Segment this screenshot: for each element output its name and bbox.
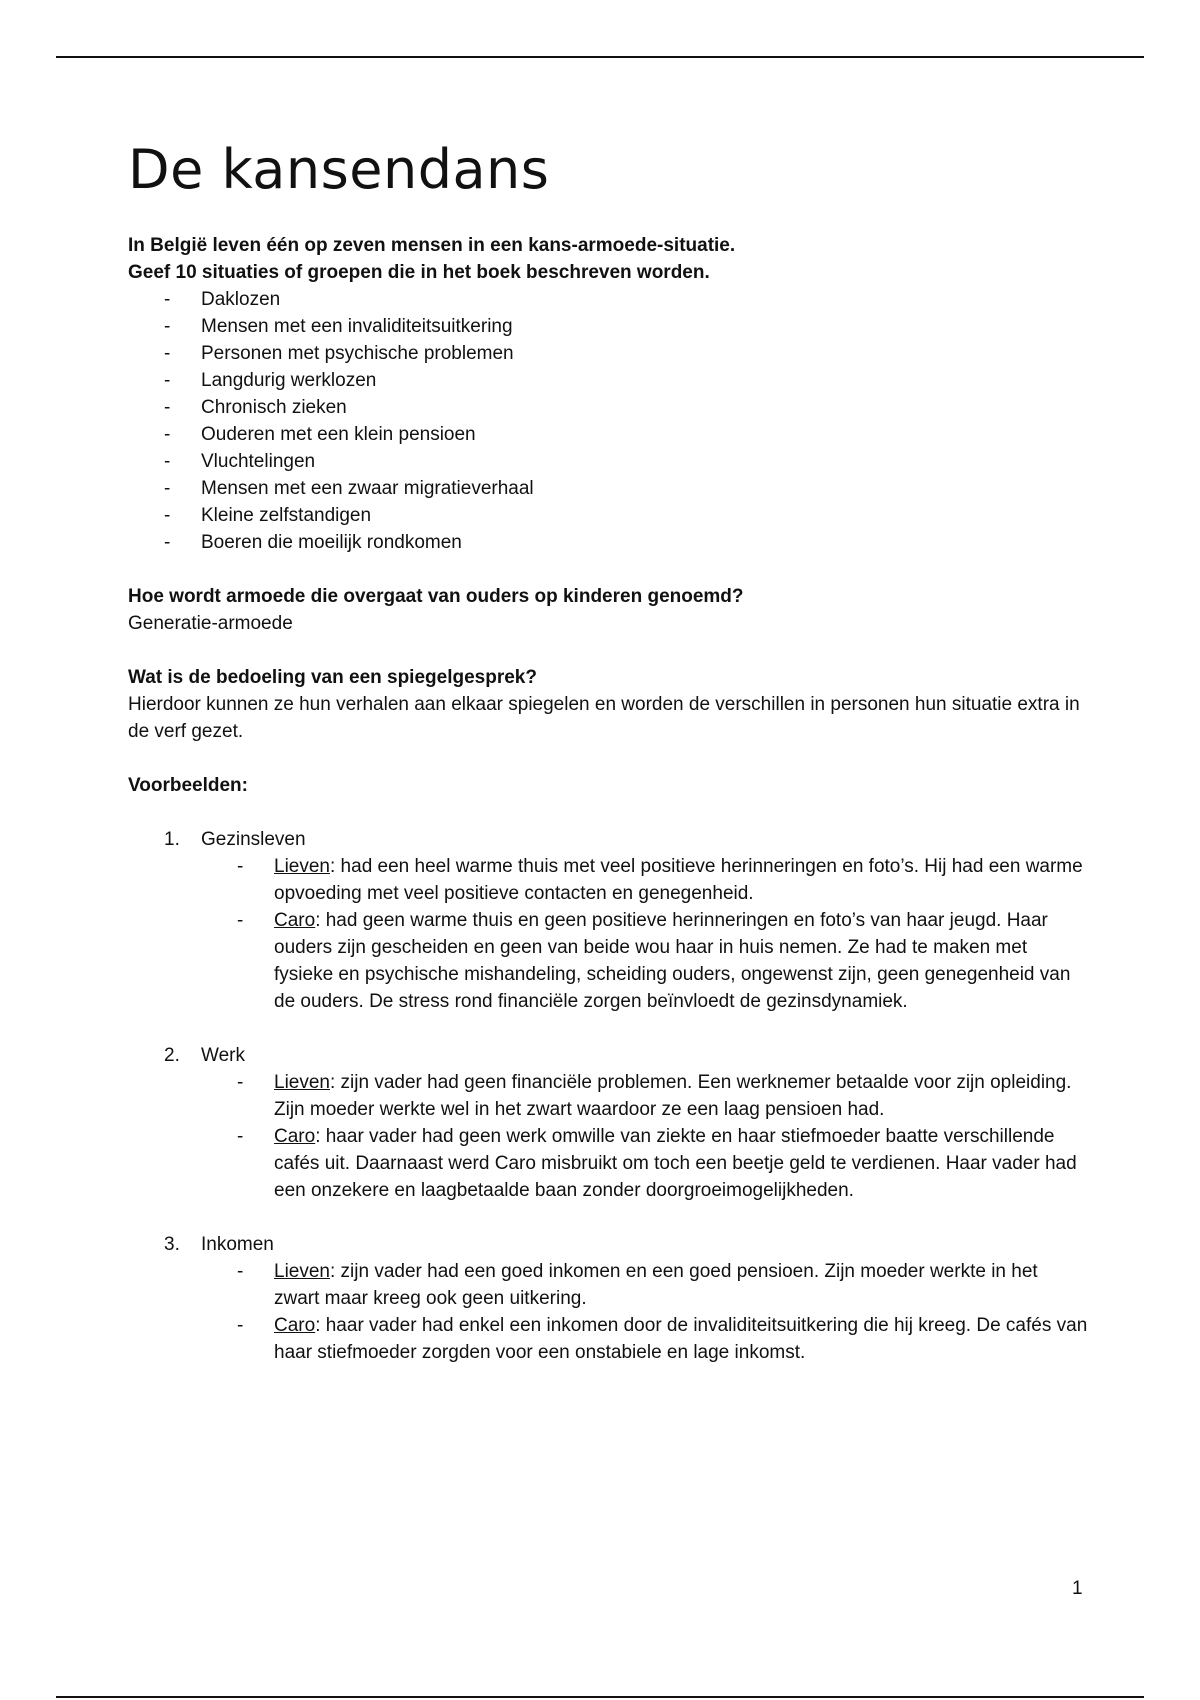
question-generation-poverty: Hoe wordt armoede die overgaat van ouders op kinderen genoemd? (128, 586, 744, 607)
list-item: - Boeren die moeilijk rondkomen (128, 529, 1088, 556)
list-item (201, 1069, 1088, 1123)
intro-statement: In België leven één op zeven mensen in een kans-armoede-situatie. (128, 235, 736, 256)
document-title: De kansendans (128, 138, 550, 201)
list-item (201, 1123, 1088, 1204)
list-item: - Personen met psychische problemen (128, 340, 1088, 367)
item-text: : zijn vader had een goed inkomen en een goed pensioen. Zijn moeder werkte in het zwart maar kreeg ook geen uitkering. (274, 1261, 1038, 1309)
list-item: - Vluchtelingen (128, 448, 1088, 475)
section-label: Werk (201, 1045, 245, 1066)
footer-rule (56, 1696, 1144, 1698)
list-item: - Ouderen met een klein pensioen (128, 421, 1088, 448)
person-name: Lieven (274, 856, 330, 877)
sub-list (201, 1069, 1088, 1204)
person-name: Caro (274, 910, 316, 931)
section-number: 2. (164, 1045, 180, 1066)
answer-mirror-conversation: Hierdoor kunnen ze hun verhalen aan elkaar spiegelen en worden de verschillen in personen hun situatie extra in de verf gezet. (128, 694, 1080, 742)
list-item: - Langdurig werklozen (128, 367, 1088, 394)
item-text: : haar vader had enkel een inkomen door de invaliditeitsuitkering die hij kreeg. De cafés van haar stiefmoeder zorgden voor een onstabiele en lage inkomst. (274, 1315, 1088, 1363)
list-item (201, 1312, 1088, 1366)
examples-heading: Voorbeelden: (128, 775, 248, 796)
section-label: Inkomen (201, 1234, 274, 1255)
question-mirror-conversation: Wat is de bedoeling van een spiegelgesprek? (128, 667, 537, 688)
list-item (201, 907, 1088, 1015)
person-name: Lieven (274, 1072, 330, 1093)
list-item: - Chronisch zieken (128, 394, 1088, 421)
question-groups: Geef 10 situaties of groepen die in het boek beschreven worden. (128, 262, 710, 283)
list-item: - Mensen met een zwaar migratieverhaal (128, 475, 1088, 502)
document-body (128, 138, 1088, 1366)
item-text: : had een heel warme thuis met veel positieve herinneringen en foto’s. Hij had een warme opvoeding met veel positieve contacten en genegenheid. (274, 856, 1083, 904)
person-name: Lieven (274, 1261, 330, 1282)
list-item: - Daklozen (128, 286, 1088, 313)
page-number: 1 (1072, 1578, 1083, 1599)
list-item: - Kleine zelfstandigen (128, 502, 1088, 529)
sub-list (201, 853, 1088, 1015)
example-section-income (128, 1231, 1088, 1366)
example-section-work (128, 1042, 1088, 1231)
groups-list (128, 286, 1088, 556)
item-text: : zijn vader had geen financiële problemen. Een werknemer betaalde voor zijn opleiding. Zijn moeder werkte wel in het zwart waardoor ze een laag pensioen had. (274, 1072, 1072, 1120)
person-name: Caro (274, 1315, 316, 1336)
section-number: 3. (164, 1234, 180, 1255)
header-rule (56, 56, 1144, 58)
list-item (201, 1258, 1088, 1312)
example-section-family (128, 826, 1088, 1042)
item-text: : had geen warme thuis en geen positieve herinneringen en foto’s van haar jeugd. Haar ouders zijn gescheiden en geen van beide wou haar in huis nemen. Ze had te maken met fysieke en psychische mishandeling, scheiding ouders, ongewenst zijn, geen genegenheid van de ouders. De stress rond financiële zorgen beïnvloedt de gezinsdynamiek. (274, 910, 1071, 1012)
item-text: : haar vader had geen werk omwille van ziekte en haar stiefmoeder baatte verschillende cafés uit. Daarnaast werd Caro misbruikt om toch een beetje geld te verdienen. Haar vader had een onzekere en laagbetaalde baan zonder doorgroeimogelijkheden. (274, 1126, 1077, 1201)
answer-generation-poverty: Generatie-armoede (128, 613, 293, 634)
list-item (201, 853, 1088, 907)
section-label: Gezinsleven (201, 829, 306, 850)
person-name: Caro (274, 1126, 316, 1147)
examples-list (128, 826, 1088, 1366)
section-number: 1. (164, 829, 180, 850)
sub-list (201, 1258, 1088, 1366)
list-item: - Mensen met een invaliditeitsuitkering (128, 313, 1088, 340)
